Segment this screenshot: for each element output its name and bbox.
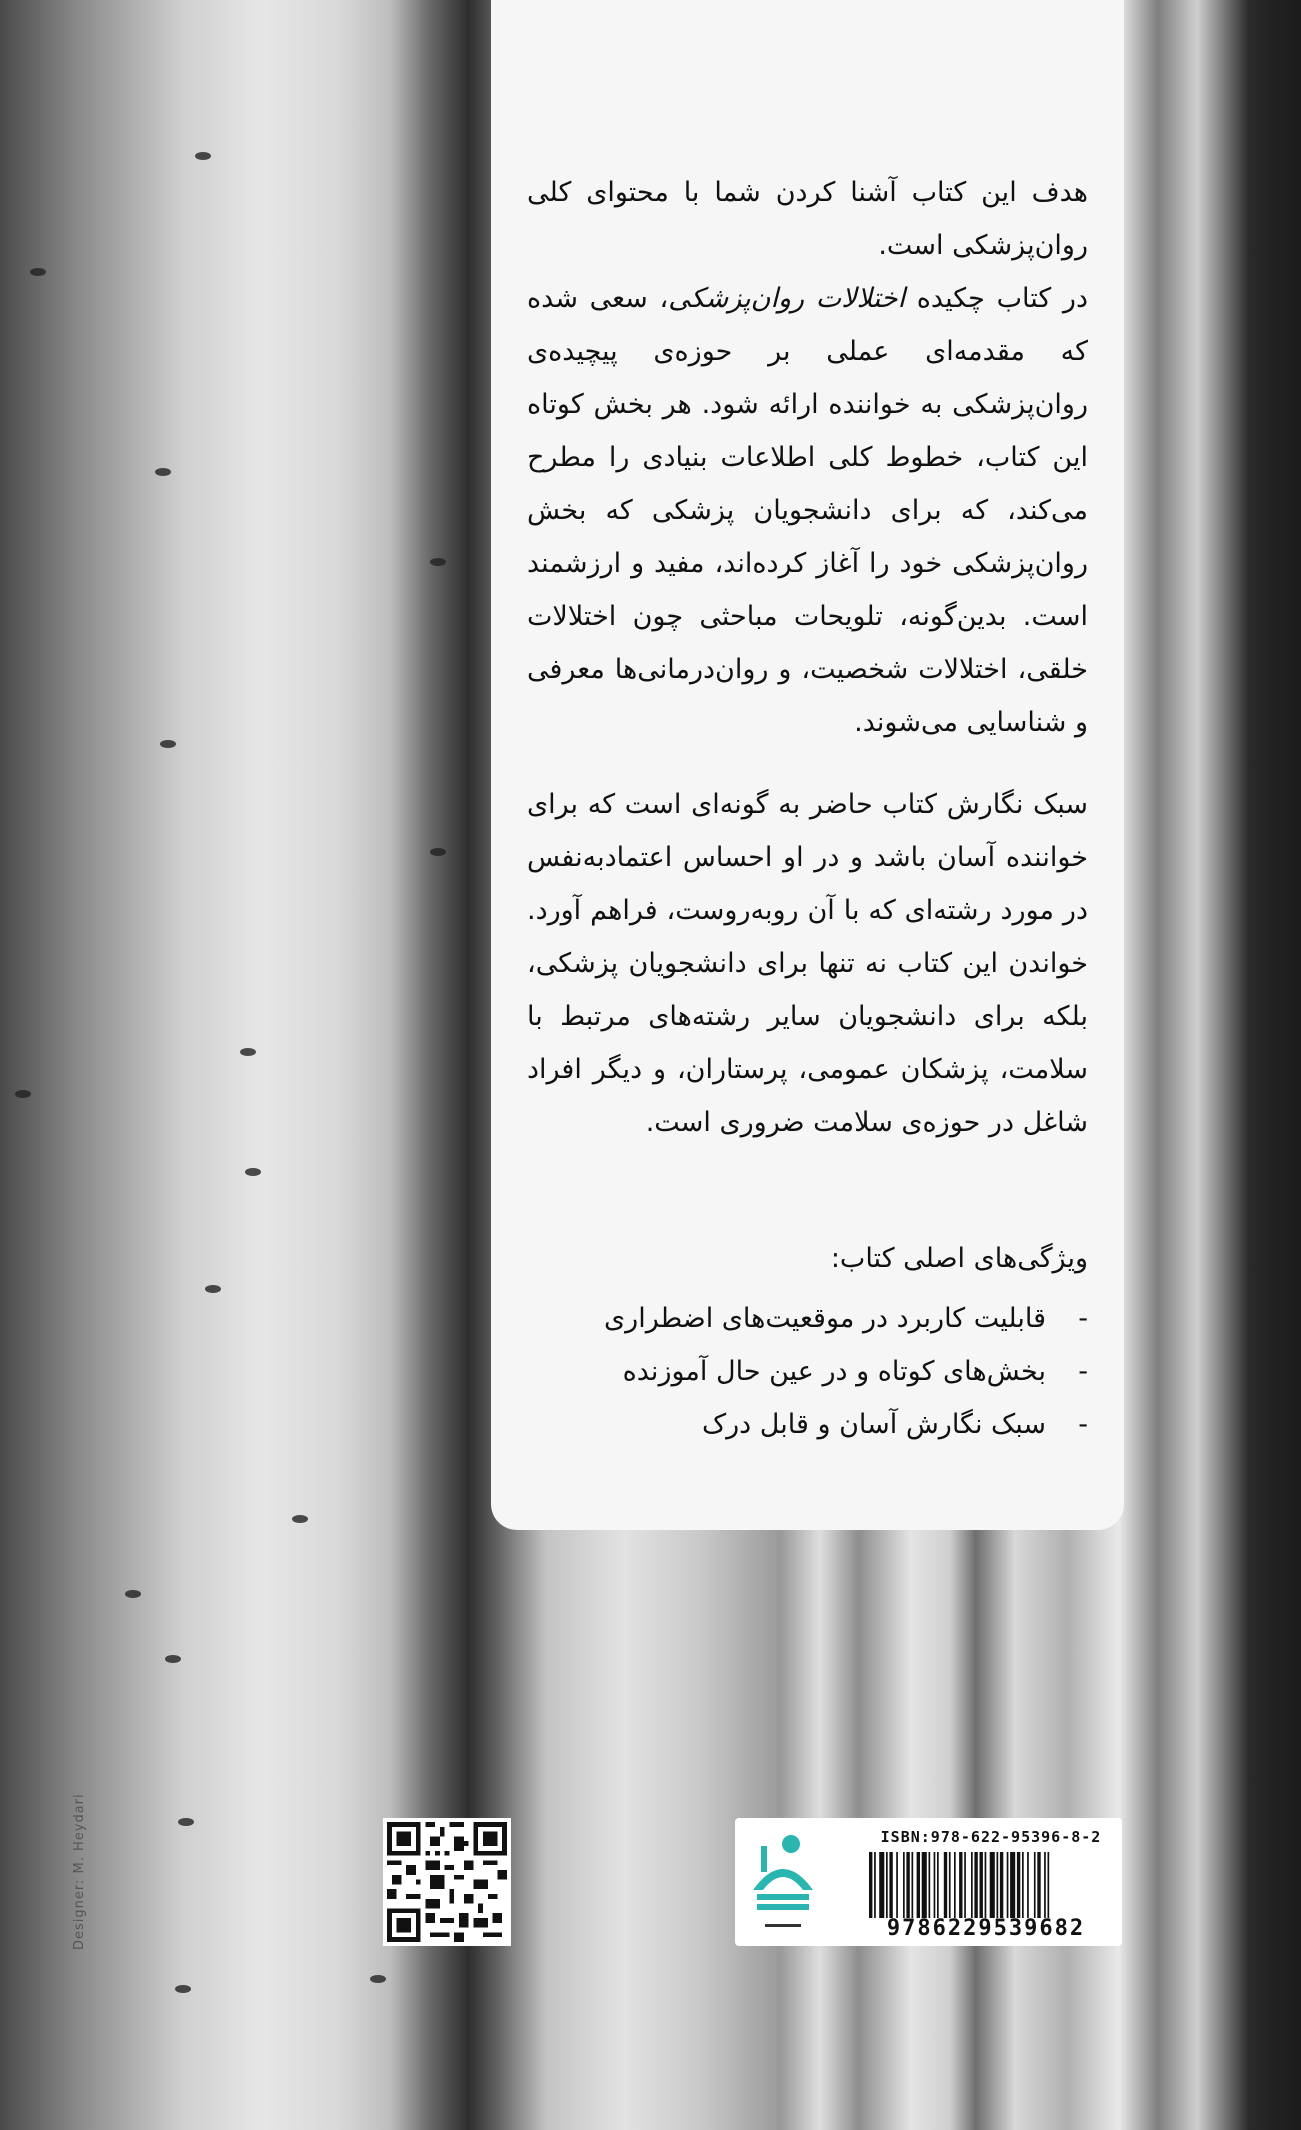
summary-prefix: در کتاب چکیده xyxy=(905,283,1088,314)
fly-decoration xyxy=(178,1818,194,1826)
feature-text: بخش‌های کوتاه و در عین حال آموزنده xyxy=(622,1356,1046,1387)
fly-decoration xyxy=(15,1090,31,1098)
isbn-label: ISBN:978-622-95396-8-2 xyxy=(880,1828,1102,1846)
feature-text: قابلیت کاربرد در موقعیت‌های اضطراری xyxy=(604,1303,1046,1334)
fly-decoration xyxy=(195,152,211,160)
fly-decoration xyxy=(30,268,46,276)
feature-item xyxy=(527,1345,1088,1398)
summary-rest: ، سعی شده که مقدمه‌ای عملی بر حوزه‌ی پیچیده‌ی روان‌پزشکی به خواننده ارائه شود. هر بخش کوتاه این کتاب، خطوط کلی اطلاعات بنیادی را مطرح می‌کند، که برای دانشجویان پزشکی که بخش روان‌پزشکی خود را آغاز کرده‌اند، مفید و ارزشمند است. بدین‌گونه، تلویحات مباحثی چون اختلالات خلقی، اختلالات شخصیت، و روان‌درمانی‌ها معرفی و شناسایی می‌شوند. xyxy=(527,283,1088,738)
publisher-logo-icon xyxy=(743,1828,823,1938)
feature-item xyxy=(527,1292,1088,1345)
fly-decoration xyxy=(430,848,446,856)
fly-decoration xyxy=(430,558,446,566)
fly-decoration xyxy=(175,1985,191,1993)
feature-item xyxy=(527,1398,1088,1451)
summary-paragraph xyxy=(527,272,1088,749)
bullet-dash: - xyxy=(1078,1303,1088,1334)
fly-decoration xyxy=(160,740,176,748)
fly-decoration xyxy=(165,1655,181,1663)
fly-decoration xyxy=(240,1048,256,1056)
fly-decoration xyxy=(292,1515,308,1523)
fly-decoration xyxy=(370,1975,386,1983)
book-title-italic: اختلالات روان‌پزشکی xyxy=(668,283,906,314)
fly-decoration xyxy=(245,1168,261,1176)
fly-decoration xyxy=(125,1590,141,1598)
fly-decoration xyxy=(155,468,171,476)
intro-paragraph: هدف این کتاب آشنا کردن شما با محتوای کلی روان‌پزشکی است. xyxy=(527,177,1088,261)
style-paragraph: سبک نگارش کتاب حاضر به گونه‌ای است که برای خواننده آسان باشد و در او احساس اعتمادبه‌نفس در مورد رشته‌ای که با آن روبه‌روست، فراهم آورد. خواندن این کتاب نه تنها برای دانشجویان پزشکی، بلکه برای دانشجویان سایر رشته‌های مرتبط با سلامت، پزشکان عمومی، پرستاران، و دیگر افراد شاغل در حوزه‌ی سلامت ضروری است. xyxy=(527,789,1088,1138)
barcode-graphic xyxy=(867,1852,1115,1918)
bullet-dash: - xyxy=(1078,1356,1088,1387)
qr-code-graphic xyxy=(387,1822,507,1942)
barcode-number: 9786229539682 xyxy=(886,1916,1086,1941)
fly-decoration xyxy=(205,1285,221,1293)
qr-code xyxy=(383,1818,511,1946)
feature-text: سبک نگارش آسان و قابل درک xyxy=(701,1409,1046,1440)
bullet-dash: - xyxy=(1078,1409,1088,1440)
designer-credit: Designer: M. Heydari xyxy=(72,1793,87,1950)
isbn-barcode-box xyxy=(735,1818,1122,1946)
description-panel xyxy=(491,0,1124,1530)
features-heading: ویژگی‌های اصلی کتاب: xyxy=(830,1243,1088,1274)
